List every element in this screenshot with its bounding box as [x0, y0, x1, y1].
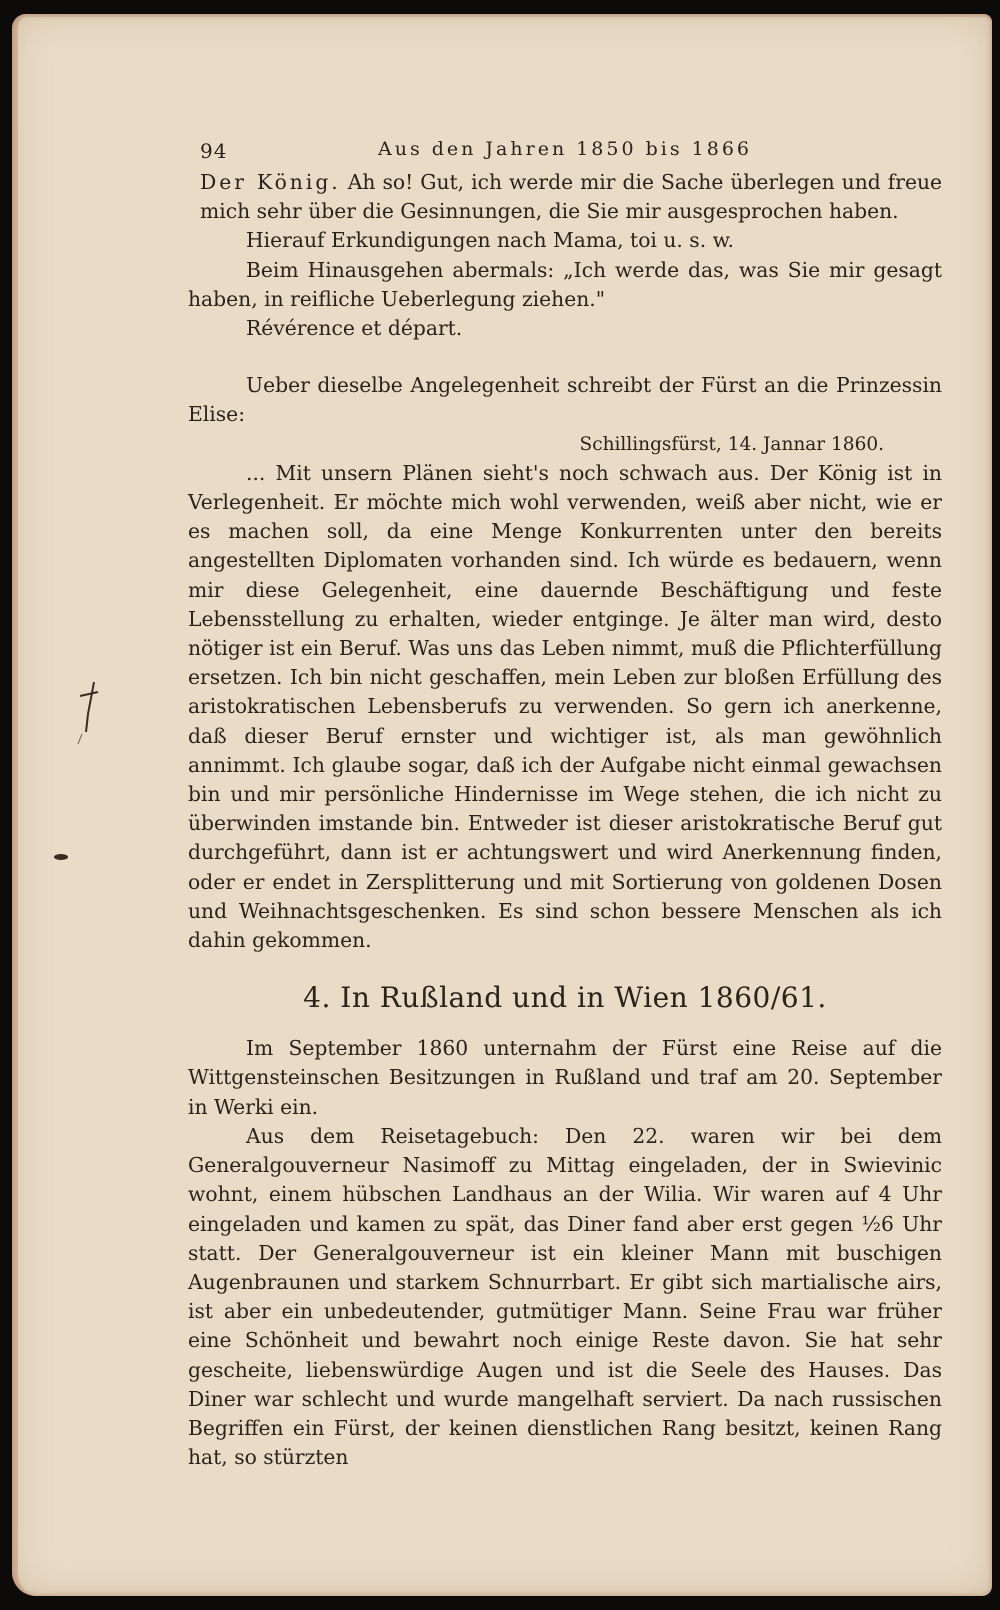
page-header [188, 128, 942, 168]
margin-ink-spot [52, 852, 70, 862]
spacer [188, 343, 942, 371]
section-paragraph: Im September 1860 unternahm der Fürst eine Reise auf die Wittgensteinschen Besitzungen in Rußland und traf am 20. September in Werki ein. [188, 1036, 942, 1119]
dialogue-line: Hierauf Erkundigungen nach Mama, toi u. s. w. [246, 228, 735, 253]
section-paragraph: Aus dem Reisetagebuch: Den 22. waren wir bei dem Generalgouverneur Nasimoff zu Mittag eingeladen, der in Swievinic wohnt, einem hübschen Landhaus an der Wilia. Wir waren auf 4 Uhr eingeladen und kamen zu spät, das Diner fand aber erst gegen ½6 Uhr statt. Der Generalgouverneur ist ein kleiner Mann mit buschigen Augenbraunen und starkem Schnurrbart. Er gibt sich martialische airs, ist aber ein unbedeutender, gutmütiger Mann. Seine Frau war früher eine Schönheit und bewahrt noch einige Reste davon. Sie hat sehr gescheite, liebenswürdige Augen und ist die Seele des Hauses. Das Diner war schlecht und wurde mangelhaft serviert. Da nach russischen Begriffen ein Fürst, der keinen dienstlichen Rang besitzt, keinen Rang hat, so stürzten [188, 1123, 942, 1470]
letter-intro: Ueber dieselbe Angelegenheit schreibt der Fürst an die Prinzessin Elise: [188, 373, 942, 427]
page-number: 94 [200, 139, 228, 163]
dialogue-line: Beim Hinausgehen abermals: „Ich werde das, was Sie mir gesagt haben, in reifliche Ueberlegung ziehen." [188, 257, 942, 311]
running-title: Aus den Jahren 1850 bis 1866 [378, 138, 752, 160]
margin-pencil-mark [72, 674, 102, 754]
letter-dateline: Schillingsfürst, 14. Jannar 1860. [579, 433, 884, 455]
dialogue-line [188, 168, 942, 226]
dialogue-line: Révérence et départ. [246, 316, 463, 341]
speaker-label: Der König. [200, 170, 341, 194]
dialogue-text: Ah so! Gut, ich werde mir die Sache überlegen und freue mich sehr über die Gesinnungen, die Sie mir ausgesprochen haben. [200, 170, 943, 224]
page-content [188, 128, 942, 1472]
section-heading: 4. In Rußland und in Wien 1860/61. [303, 981, 827, 1015]
letter-body: ... Mit unsern Plänen sieht's noch schwach aus. Der König ist in Verlegenheit. Er möchte mich wohl verwenden, weiß aber nicht, wie er es machen soll, da eine Menge Konkurrenten unter den bereits angestellten Diplomaten vorhanden sind. Ich würde es bedauern, wenn mir diese Gelegenheit, eine dauernde Beschäftigung und feste Lebensstellung zu erhalten, wieder entginge. Je älter man wird, desto nötiger ist ein Beruf. Was uns das Leben nimmt, muß die Pflichterfüllung ersetzen. Ich bin nicht geschaffen, mein Leben zur bloßen Erfüllung des aristokratischen Lebensberufs zu verwenden. So gern ich anerkenne, daß dieser Beruf ernster und wichtiger ist, als man gewöhnlich annimmt. Ich glaube sogar, daß ich der Aufgabe nicht einmal gewachsen bin und mir persönliche Hindernisse im Wege stehen, die ich nicht zu überwinden imstande bin. Entweder ist dieser aristokratische Beruf gut durchgeführt, dann ist er achtungswert und wird Anerkennung finden, oder er endet in Zersplitterung und mit Sortierung von goldenen Dosen und Weihnachtsgeschenken. Es sind schon bessere Menschen als ich dahin gekommen. [188, 460, 942, 953]
